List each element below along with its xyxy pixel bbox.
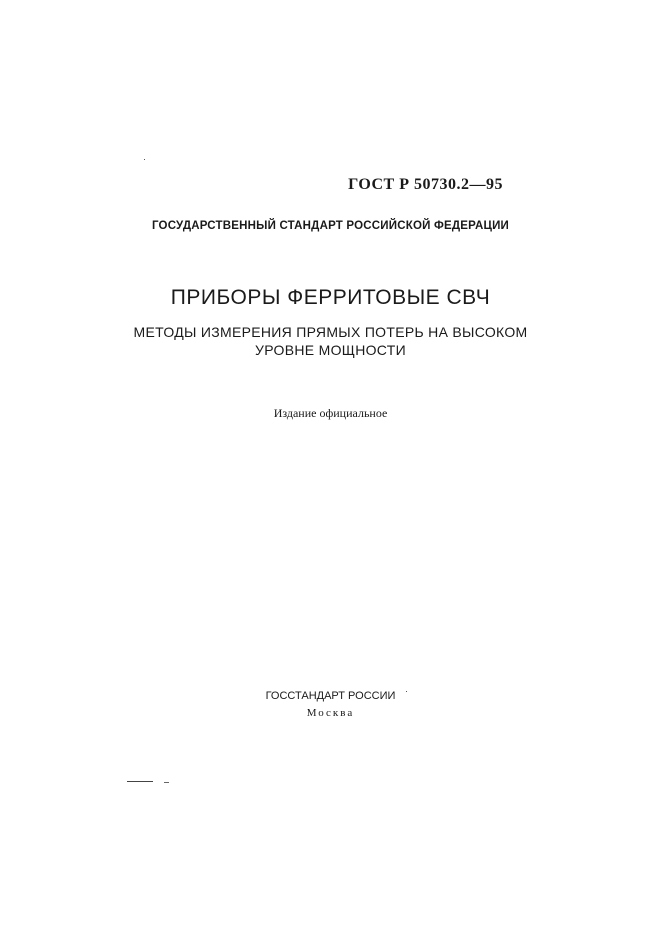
scan-mark-dash	[164, 782, 169, 783]
edition-note: Издание официальное	[273, 406, 388, 420]
state-standard-heading: ГОСУДАРСТВЕННЫЙ СТАНДАРТ РОССИЙСКОЙ ФЕДЕРАЦИИ	[151, 220, 509, 232]
scan-speck	[144, 159, 145, 160]
document-title: ПРИБОРЫ ФЕРРИТОВЫЕ СВЧ	[170, 286, 491, 309]
subtitle-line-2: УРОВНЕ МОЩНОСТИ	[255, 342, 406, 358]
scan-mark-line	[127, 781, 153, 782]
scan-speck	[406, 691, 407, 692]
gost-number: ГОСТ Р 50730.2—95	[348, 176, 503, 193]
document-subtitle	[0, 323, 661, 359]
subtitle-line-1: МЕТОДЫ ИЗМЕРЕНИЯ ПРЯМЫХ ПОТЕРЬ НА ВЫСОКОМ	[133, 324, 528, 340]
publisher: ГОССТАНДАРТ РОССИИ	[265, 690, 396, 702]
publisher-city: Москва	[306, 707, 355, 719]
